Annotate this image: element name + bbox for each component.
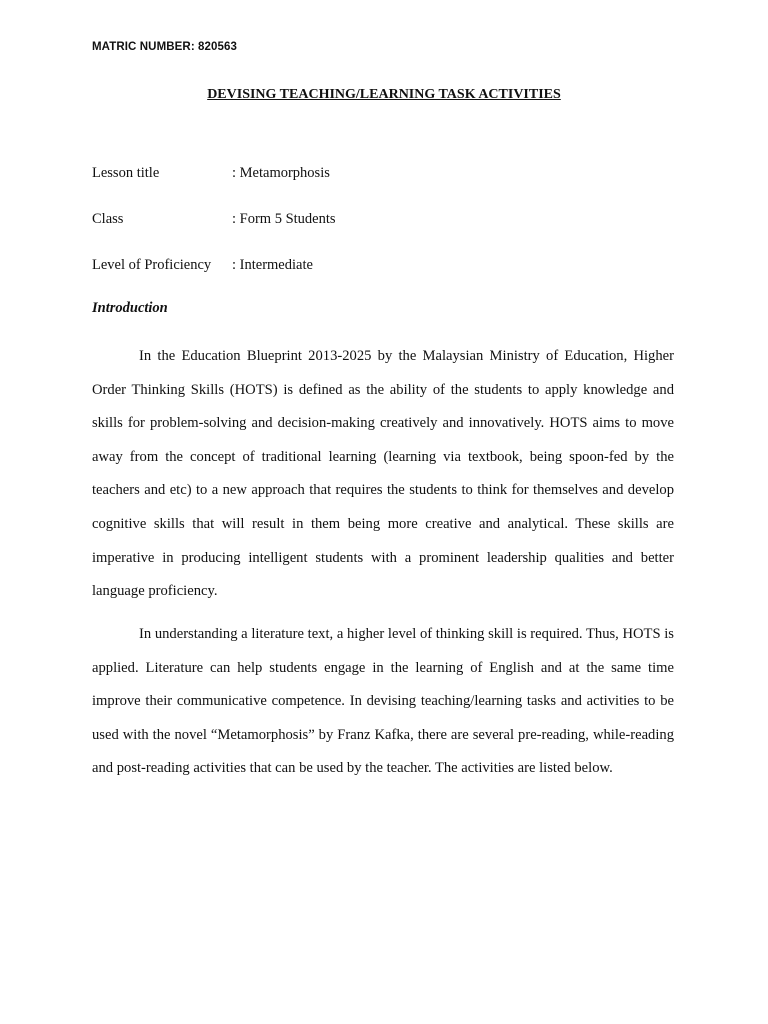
meta-label-class: Class [92,211,124,227]
introduction-paragraph-2: In understanding a literature text, a higher level of thinking skill is required. Thus, HOTS is applied. Literature can help students engage in the learning of English and at the same time improve their communicative competence. In devising teaching/learning tasks and activities to be used with the novel “Metamorphosis” by Franz Kafka, there are several pre-reading, while-reading and post-reading activities that can be used by the teacher. The activities are listed below. [92,626,674,777]
meta-value-lesson-title: : Metamorphosis [232,165,330,181]
meta-value-level-of-proficiency: : Intermediate [232,257,313,273]
matric-number: MATRIC NUMBER: 820563 [92,41,238,53]
introduction-paragraph-1: In the Education Blueprint 2013-2025 by the Malaysian Ministry of Education, Higher Order Thinking Skills (HOTS) is defined as the ability of the students to apply knowledge and skills for problem-solving and decision-making creatively and innovatively. HOTS aims to move away from the concept of traditional learning (learning via textbook, being spoon-fed by the teachers and etc) to a new approach that requires the students to think for themselves and develop cognitive skills that will result in them being more creative and analytical. These skills are imperative in producing intelligent students with a prominent leadership qualities and better language proficiency. [92,348,674,600]
meta-value-class: : Form 5 Students [232,211,336,227]
document-title: DEVISING TEACHING/LEARNING TASK ACTIVITIES [207,87,561,102]
meta-row-class [92,209,336,229]
meta-row-lesson-title [92,163,330,183]
meta-row-level-of-proficiency [92,255,313,275]
meta-label-lesson-title: Lesson title [92,165,160,181]
introduction-heading: Introduction [92,300,168,316]
meta-label-level-of-proficiency: Level of Proficiency [92,257,212,273]
